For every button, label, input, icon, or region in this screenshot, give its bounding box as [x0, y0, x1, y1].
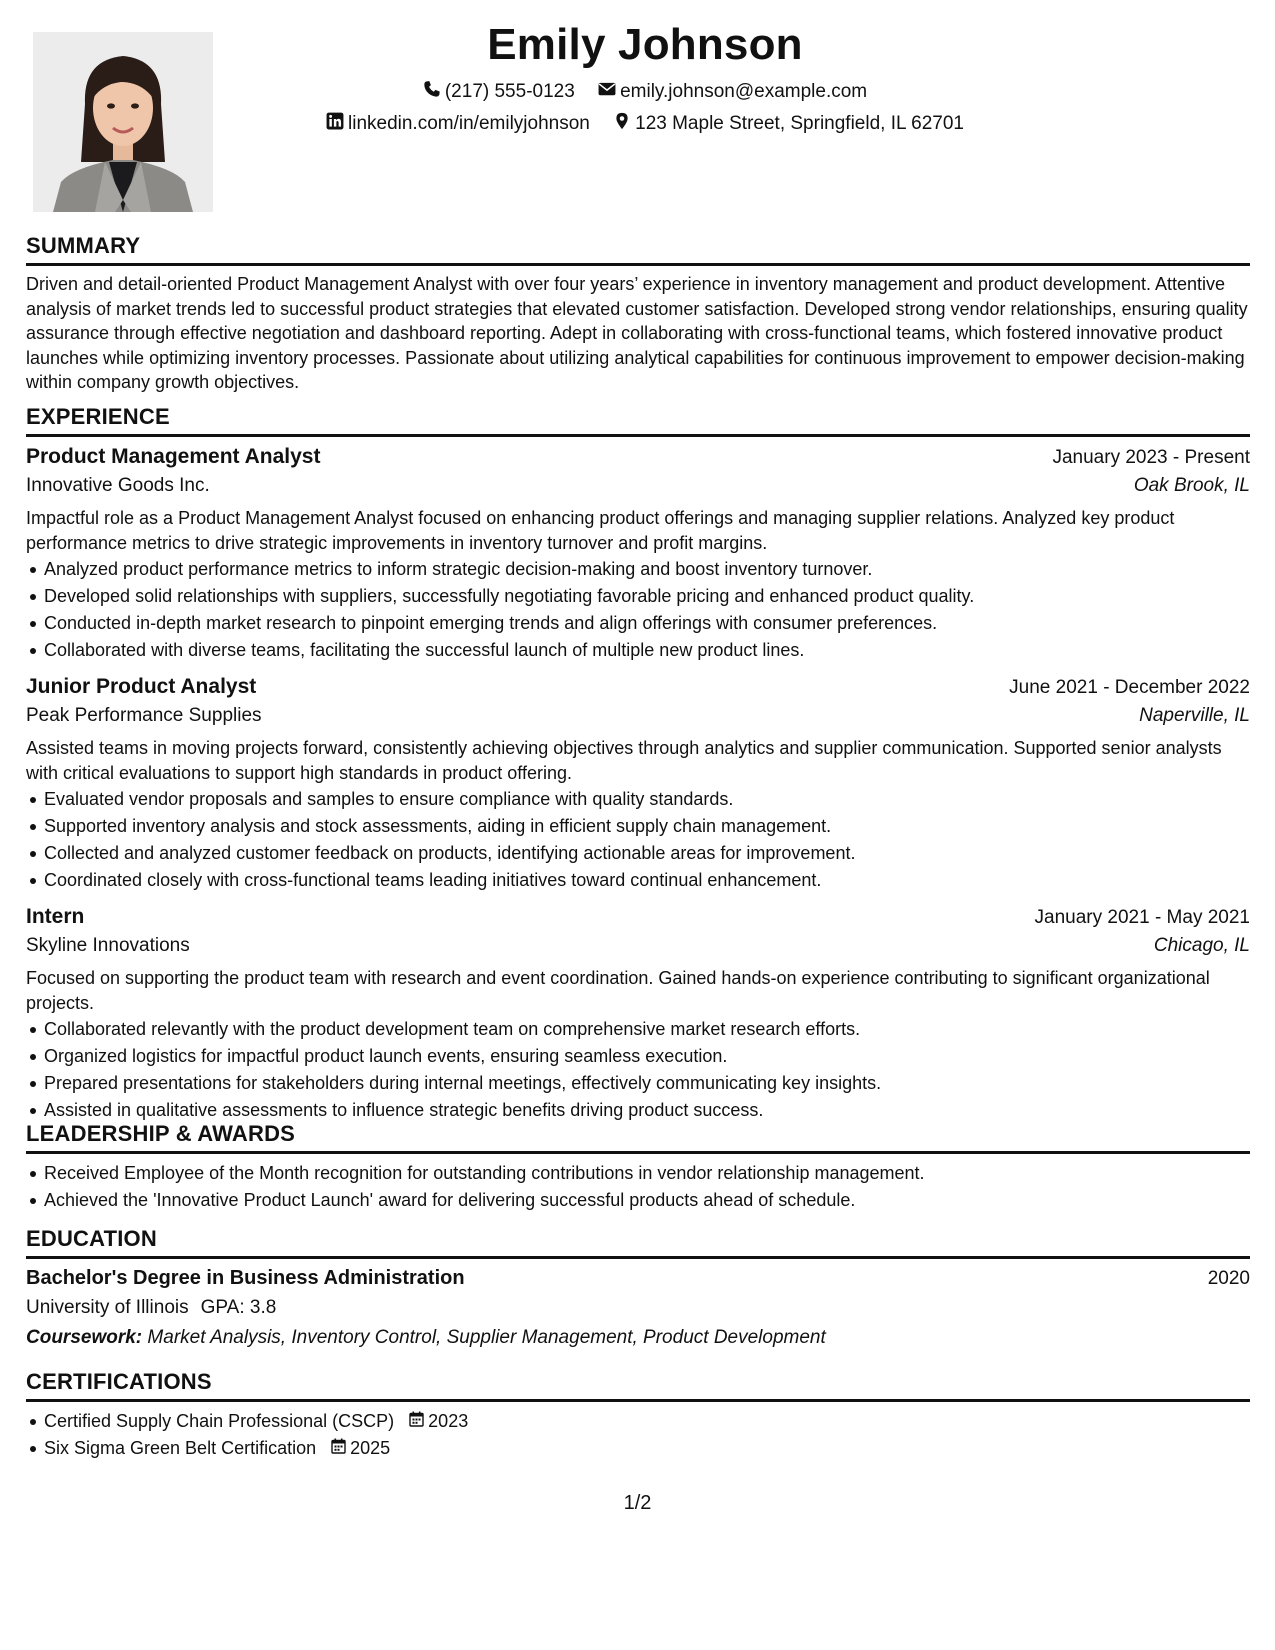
job-entry	[26, 905, 1250, 1124]
list-item: Collaborated with diverse teams, facilitating the successful launch of multiple new product lines.	[26, 637, 1250, 664]
education-section	[26, 1226, 1250, 1349]
section-title: EXPERIENCE	[26, 404, 1250, 437]
section-title: LEADERSHIP & AWARDS	[26, 1121, 1250, 1154]
envelope-icon	[598, 80, 620, 104]
job-dates: January 2023 - Present	[1052, 447, 1250, 468]
section-title: CERTIFICATIONS	[26, 1369, 1250, 1402]
job-description: Assisted teams in moving projects forward, consistently achieving objectives through analytics and supplier communication. Supported senior analysts with critical evaluations to support high standards in product offering.	[26, 738, 1222, 783]
list-item: Achieved the 'Innovative Product Launch' award for delivering successful products ahead of schedule.	[26, 1187, 1250, 1214]
summary-section	[26, 233, 1250, 395]
coursework-line	[26, 1327, 1250, 1349]
phone-number: (217) 555-0123	[444, 81, 575, 102]
coursework-list: Market Analysis, Inventory Control, Supplier Management, Product Development	[147, 1327, 826, 1348]
list-item: Assisted in qualitative assessments to influence strategic benefits driving product success.	[26, 1097, 1250, 1124]
job-location: Chicago, IL	[1153, 935, 1250, 956]
contact-line-1	[0, 80, 1275, 104]
job-description: Focused on supporting the product team with research and event coordination. Gained hands-on experience contributing to significant organizational projects.	[26, 968, 1210, 1013]
list-item	[26, 1408, 1250, 1435]
certification-date	[409, 1408, 468, 1435]
list-item: Analyzed product performance metrics to inform strategic decision-making and boost inventory turnover.	[26, 556, 1250, 583]
section-title: EDUCATION	[26, 1226, 1250, 1259]
page-number: 1/2	[623, 1492, 652, 1514]
job-title: Junior Product Analyst	[26, 675, 257, 698]
job-bullets	[26, 1016, 1250, 1124]
list-item: Conducted in-depth market research to pinpoint emerging trends and align offerings with consumer preferences.	[26, 610, 1250, 637]
award-list	[26, 1160, 1250, 1214]
phone-icon	[423, 80, 445, 104]
job-bullets	[26, 786, 1250, 894]
job-location: Oak Brook, IL	[1133, 475, 1250, 496]
summary-text: Driven and detail-oriented Product Management Analyst with over four years’ experience in inventory management and product development. Attentive analysis of market trends led to successful product strategies that elevated customer satisfaction. Developed strong vendor relationships, ensuring quality assurance through effective negotiation and dashboard reporting. Adept in collaborating with cross-functional teams, which fostered innovative product launches while optimizing inventory processes. Passionate about utilizing analytical capabilities for continuous improvement to empower decision-making within company growth objectives.	[26, 274, 1248, 392]
list-item: Coordinated closely with cross-functional teams leading initiatives toward continual enhancement.	[26, 867, 1250, 894]
company-name: Innovative Goods Inc.	[26, 475, 210, 496]
contact-line-2	[0, 112, 1275, 136]
job-dates: June 2021 - December 2022	[1009, 677, 1250, 698]
experience-section	[26, 404, 1250, 1124]
company-name: Skyline Innovations	[26, 935, 190, 956]
linkedin-contact[interactable]	[326, 112, 590, 136]
job-title: Intern	[26, 905, 85, 928]
job-dates: January 2021 - May 2021	[1034, 907, 1250, 928]
email-contact[interactable]	[598, 80, 867, 104]
address-contact	[613, 112, 964, 136]
certification-name: Six Sigma Green Belt Certification	[44, 1438, 317, 1458]
certifications-section	[26, 1369, 1250, 1462]
list-item	[26, 1435, 1250, 1462]
job-title: Product Management Analyst	[26, 445, 321, 468]
degree-title: Bachelor's Degree in Business Administration	[26, 1267, 465, 1289]
company-name: Peak Performance Supplies	[26, 705, 262, 726]
calendar-icon	[409, 1408, 428, 1435]
school-name: University of Illinois	[26, 1297, 189, 1318]
map-pin-icon	[613, 112, 635, 136]
job-description: Impactful role as a Product Management Analyst focused on enhancing product offerings and managing supplier relations. Analyzed key product performance metrics to drive strategic improvements in inventory turnover and profit margins.	[26, 508, 1175, 553]
gpa: GPA: 3.8	[200, 1297, 277, 1318]
candidate-name: Emily Johnson	[487, 20, 803, 69]
job-entry	[26, 445, 1250, 664]
list-item: Received Employee of the Month recognition for outstanding contributions in vendor relationship management.	[26, 1160, 1250, 1187]
calendar-icon	[331, 1435, 350, 1462]
certification-name: Certified Supply Chain Professional (CSCP)	[44, 1411, 395, 1431]
phone-contact	[423, 80, 575, 104]
coursework-label: Coursework:	[26, 1327, 143, 1348]
certification-date	[331, 1435, 390, 1462]
graduation-year: 2020	[1207, 1268, 1250, 1289]
linkedin-url[interactable]: linkedin.com/in/emilyjohnson	[348, 113, 590, 134]
job-entry	[26, 675, 1250, 894]
list-item: Prepared presentations for stakeholders during internal meetings, effectively communicating key insights.	[26, 1070, 1250, 1097]
section-title: SUMMARY	[26, 233, 1250, 266]
list-item: Evaluated vendor proposals and samples to ensure compliance with quality standards.	[26, 786, 1250, 813]
leadership-section	[26, 1121, 1250, 1214]
list-item: Collected and analyzed customer feedback on products, identifying actionable areas for improvement.	[26, 840, 1250, 867]
certification-year: 2023	[428, 1411, 469, 1431]
list-item: Developed solid relationships with suppliers, successfully negotiating favorable pricing and enhanced product quality.	[26, 583, 1250, 610]
certification-list	[26, 1408, 1250, 1462]
street-address: 123 Maple Street, Springfield, IL 62701	[635, 113, 964, 134]
job-location: Naperville, IL	[1139, 705, 1250, 726]
linkedin-icon	[326, 112, 348, 136]
list-item: Organized logistics for impactful product launch events, ensuring seamless execution.	[26, 1043, 1250, 1070]
list-item: Collaborated relevantly with the product development team on comprehensive market research efforts.	[26, 1016, 1250, 1043]
list-item: Supported inventory analysis and stock assessments, aiding in efficient supply chain management.	[26, 813, 1250, 840]
email-address[interactable]: emily.johnson@example.com	[620, 81, 868, 102]
certification-year: 2025	[350, 1438, 391, 1458]
school-line	[26, 1297, 1250, 1319]
job-bullets	[26, 556, 1250, 664]
